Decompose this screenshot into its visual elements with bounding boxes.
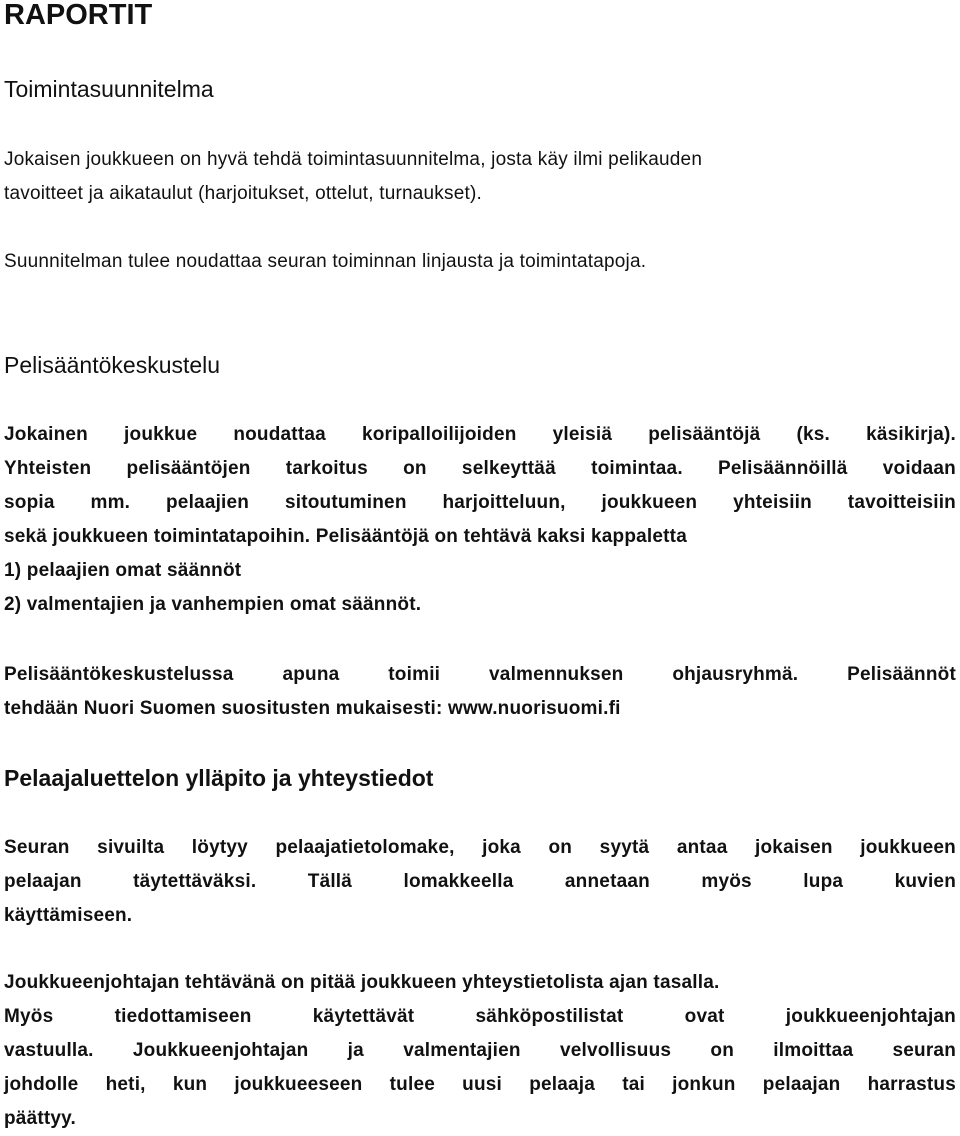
paragraph-line: tehdään Nuori Suomen suositusten mukaisesti: www.nuorisuomi.fi [4,698,621,719]
paragraph-line: Jokainen joukkue noudattaa koripalloilijoiden yleisiä pelisääntöjä (ks. käsikirja). [4,424,956,445]
paragraph-line: 1) pelaajien omat säännöt [4,560,242,581]
paragraph [4,418,956,622]
paragraph-line: johdolle heti, kun joukkueeseen tulee uusi pelaaja tai jonkun pelaajan harrastus [4,1074,956,1095]
section-heading-pelaajaluettelo: Pelaajaluettelon ylläpito ja yhteystiedot [4,765,434,791]
section-heading-pelisaantokeskustelu: Pelisääntökeskustelu [4,352,221,378]
paragraph [4,831,956,933]
paragraph-line: sopia mm. pelaajien sitoutuminen harjoitteluun, joukkueen yhteisiin tavoitteisiin [4,492,956,513]
paragraph-line: Pelisääntökeskustelussa apuna toimii valmennuksen ohjausryhmä. Pelisäännöt [4,664,956,685]
paragraph-line: sekä joukkueen toimintatapoihin. Pelisääntöjä on tehtävä kaksi kappaletta [4,526,687,547]
document-title: RAPORTIT [4,0,153,31]
paragraph [4,245,956,279]
paragraph-line: Yhteisten pelisääntöjen tarkoitus on selkeyttää toimintaa. Pelisäännöillä voidaan [4,458,956,479]
paragraph-line: käyttämiseen. [4,905,133,926]
paragraph-line: Suunnitelman tulee noudattaa seuran toiminnan linjausta ja toimintatapoja. [4,251,647,272]
section-heading-toimintasuunnitelma: Toimintasuunnitelma [4,76,214,102]
paragraph [4,143,956,211]
paragraph [4,658,956,726]
paragraph-line: pelaajan täytettäväksi. Tällä lomakkeella annetaan myös lupa kuvien [4,871,956,892]
paragraph-line: vastuulla. Joukkueenjohtajan ja valmentajien velvollisuus on ilmoittaa seuran [4,1040,956,1061]
paragraph-line: Myös tiedottamiseen käytettävät sähköpostilistat ovat joukkueenjohtajan [4,1006,956,1027]
paragraph-line: päättyy. [4,1108,76,1129]
paragraph-line: Joukkueenjohtajan tehtävänä on pitää joukkueen yhteystietolista ajan tasalla. [4,972,720,993]
paragraph-line: Jokaisen joukkueen on hyvä tehdä toimintasuunnitelma, josta käy ilmi pelikauden [4,149,703,170]
paragraph-line: Seuran sivuilta löytyy pelaajatietolomake, joka on syytä antaa jokaisen joukkueen [4,837,956,858]
paragraph [4,966,956,1136]
paragraph-line: tavoitteet ja aikataulut (harjoitukset, ottelut, turnaukset). [4,183,482,204]
paragraph-line: 2) valmentajien ja vanhempien omat säännöt. [4,594,422,615]
